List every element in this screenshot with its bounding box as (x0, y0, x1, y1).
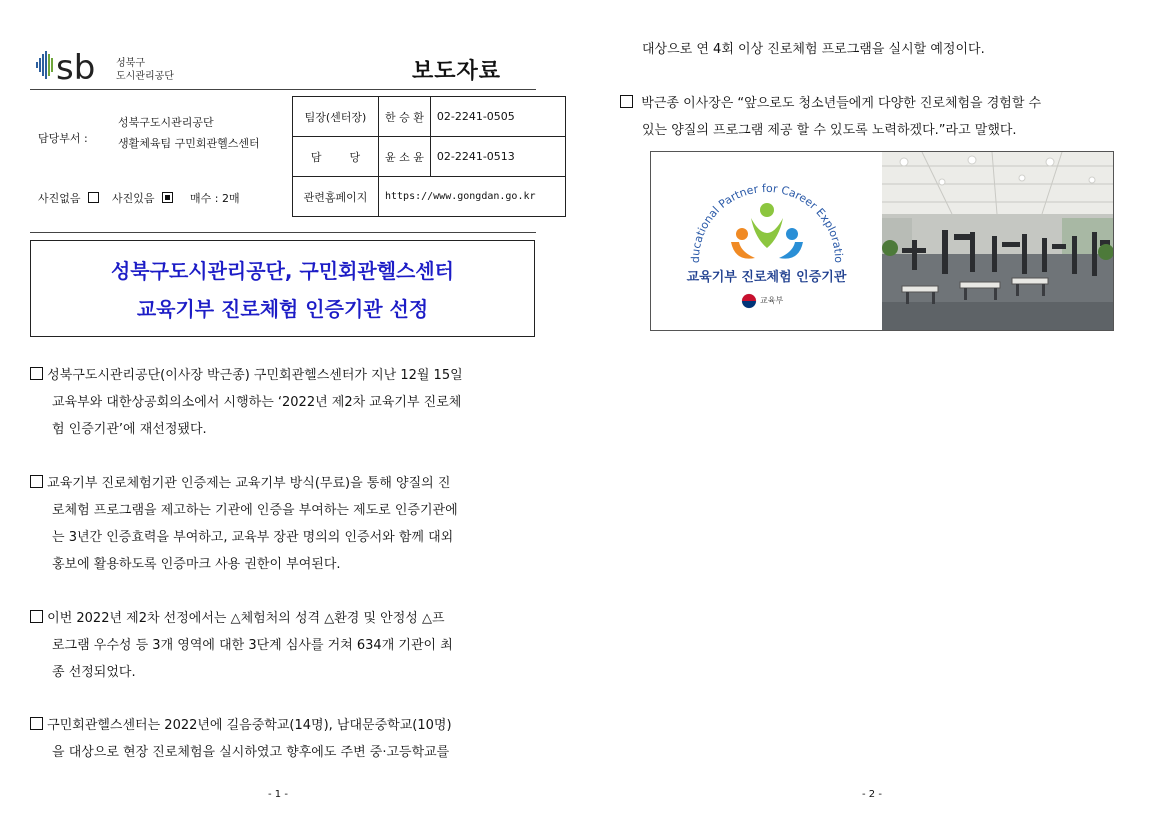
bullet-square (30, 367, 43, 380)
paragraph-line: 교육부와 대한상공회의소에서 시행하는 ‘2022년 제2차 교육기부 진로체 (52, 395, 462, 410)
contact-phone: 02-2241-0513 (430, 137, 565, 177)
svg-text:sb: sb (56, 48, 96, 88)
svg-text:Educational Partner for Career (651, 152, 845, 263)
paragraph-line: 성북구도시관리공단(이사장 박근종) 구민회관헬스센터가 지난 12월 15일 (47, 368, 463, 383)
photo-info (38, 190, 244, 206)
contact-role: 팀장(센터장) (293, 97, 379, 137)
figure-box (650, 151, 1114, 331)
headline-line-2: 교육기부 진로체험 인증기관 선정 (136, 297, 429, 321)
org-name-line2: 도시관리공단 (116, 71, 174, 82)
paragraph-line: 을 대상으로 현장 진로체험을 실시하였고 향후에도 주변 중·고등학교를 (52, 745, 450, 760)
bullet-square (30, 717, 43, 730)
bullet-square (620, 95, 633, 108)
photo-yes-label: 사진있음 (112, 192, 155, 205)
sb-logo-icon (34, 44, 112, 88)
press-release-label: 보도자료 (412, 59, 502, 84)
paragraph-line: 험 인증기관’에 재선정됐다. (52, 422, 207, 437)
headline-line-1: 성북구도시관리공단, 구민회관헬스센터 (110, 259, 454, 283)
paragraph-line: 구민회관헬스센터는 2022년에 길음중학교(14명), 남대문중학교(10명) (47, 718, 452, 733)
paragraph-line: 있는 양질의 프로그램 제공 할 수 있도록 노력하겠다.”라고 말했다. (642, 123, 1017, 138)
certification-badge (651, 152, 882, 330)
paragraph-line: 로그램 우수성 등 3개 영역에 대한 3단계 심사를 거쳐 634개 기관이 최 (52, 638, 453, 653)
photo-none-checkbox (88, 192, 99, 203)
gym-interior-image (882, 152, 1113, 330)
quote-paragraph (620, 90, 1130, 144)
bullet-square (30, 475, 43, 488)
continuation-line: 대상으로 연 4회 이상 진로체험 프로그램을 실시할 예정이다. (642, 42, 985, 57)
header-divider (30, 89, 536, 90)
homepage-link[interactable]: https://www.gongdan.go.kr (379, 177, 566, 217)
paragraph-line: 종 선정되었다. (52, 665, 136, 680)
dept-names (118, 112, 260, 154)
paragraph-line: 박근종 이사장은 “앞으로도 청소년들에게 다양한 진로체험을 경험할 수 (641, 96, 1042, 111)
gym-photo (882, 152, 1113, 330)
bullet-square (30, 610, 43, 623)
org-logo (34, 44, 194, 88)
photo-yes-checkbox (162, 192, 173, 203)
badge-ministry: 교육부 (760, 296, 784, 305)
contact-phone: 02-2241-0505 (430, 97, 565, 137)
org-name-line1: 성북구 (116, 58, 145, 69)
page-number-1: - 1 - (268, 789, 288, 800)
dept-line-2: 생활체육팀 구민회관헬스센터 (118, 137, 260, 150)
contact-role: 담 당 (293, 137, 379, 177)
header-divider-bottom (30, 232, 536, 233)
contact-table (292, 96, 566, 217)
paragraph-4 (30, 712, 538, 766)
table-row (293, 137, 566, 177)
paragraph-1 (30, 362, 538, 443)
paragraph-2 (30, 470, 538, 578)
paragraph-line: 교육기부 진로체험기관 인증제는 교육기부 방식(무료)을 통해 양질의 진 (47, 476, 451, 491)
dept-line-1: 성북구도시관리공단 (118, 116, 214, 129)
dept-label: 담당부서 : (38, 132, 88, 145)
badge-arc-text: ducational Partner for Career Exploratio (688, 181, 846, 264)
contact-name: 한 승 환 (379, 97, 431, 137)
paragraph-line: 이번 2022년 제2차 선정에서는 △체험처의 성격 △환경 및 안정성 △프 (47, 611, 445, 626)
table-row (293, 97, 566, 137)
paragraph-line: 는 3년간 인증효력을 부여하고, 교육부 장관 명의의 인증서와 함께 대외 (52, 530, 454, 545)
photo-count: 매수 : 2매 (190, 192, 240, 205)
contact-name: 윤 소 윤 (379, 137, 431, 177)
paragraph-line: 홍보에 활용하도록 인증마크 사용 권한이 부여된다. (52, 557, 341, 572)
headline-box (30, 240, 535, 337)
paragraph-3 (30, 605, 538, 686)
table-row (293, 177, 566, 217)
homepage-label: 관련홈페이지 (293, 177, 379, 217)
badge-title: 교육기부 진로체험 인증기관 (686, 270, 847, 285)
page-number-2: - 2 - (862, 789, 882, 800)
paragraph-line: 로체험 프로그램을 제고하는 기관에 인증을 부여하는 제도로 인증기관에 (52, 503, 458, 518)
photo-none-label: 사진없음 (38, 192, 81, 205)
